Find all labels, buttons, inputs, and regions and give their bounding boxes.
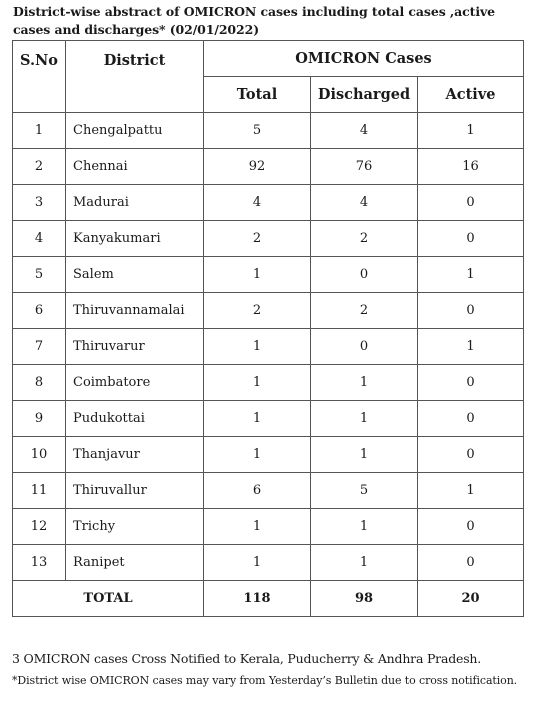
- total-discharged: 98: [311, 581, 418, 617]
- cell-total: 1: [204, 509, 311, 545]
- cell-discharged: 5: [311, 473, 418, 509]
- cell-sno: 6: [13, 293, 66, 329]
- table-row: [13, 545, 524, 581]
- omicron-cases-table: [12, 40, 524, 617]
- cell-sno: 7: [13, 329, 66, 365]
- cell-active: 0: [418, 293, 524, 329]
- cell-total: 1: [204, 257, 311, 293]
- cell-discharged: 2: [311, 293, 418, 329]
- cell-active: 0: [418, 509, 524, 545]
- cell-total: 6: [204, 473, 311, 509]
- cell-active: 0: [418, 185, 524, 221]
- cell-total: 92: [204, 149, 311, 185]
- table-row: [13, 365, 524, 401]
- table-row: [13, 257, 524, 293]
- cell-active: 1: [418, 329, 524, 365]
- header-total: Total: [204, 77, 311, 113]
- cell-total: 1: [204, 329, 311, 365]
- cell-total: 2: [204, 221, 311, 257]
- header-omicron-cases: OMICRON Cases: [204, 41, 524, 77]
- table-row: [13, 149, 524, 185]
- header-sno: S.No: [13, 41, 66, 113]
- total-row: [13, 581, 524, 617]
- cell-discharged: 1: [311, 545, 418, 581]
- cell-total: 1: [204, 401, 311, 437]
- cell-sno: 4: [13, 221, 66, 257]
- cell-discharged: 0: [311, 257, 418, 293]
- cell-active: 0: [418, 221, 524, 257]
- disclaimer-note: *District wise OMICRON cases may vary from Yesterday’s Bulletin due to cross notification.: [12, 674, 518, 687]
- cell-total: 1: [204, 437, 311, 473]
- cell-district: Thanjavur: [66, 437, 204, 473]
- cell-district: Chengalpattu: [66, 113, 204, 149]
- cell-discharged: 1: [311, 509, 418, 545]
- cell-active: 0: [418, 365, 524, 401]
- cell-sno: 10: [13, 437, 66, 473]
- document-title: District-wise abstract of OMICRON cases including total cases ,active cases and discharges* (02/01/2022): [13, 4, 495, 37]
- cell-district: Thiruvallur: [66, 473, 204, 509]
- cell-sno: 8: [13, 365, 66, 401]
- cell-sno: 13: [13, 545, 66, 581]
- cell-active: 1: [418, 473, 524, 509]
- cell-active: 1: [418, 257, 524, 293]
- cell-sno: 11: [13, 473, 66, 509]
- cell-district: Kanyakumari: [66, 221, 204, 257]
- cell-district: Trichy: [66, 509, 204, 545]
- cell-active: 1: [418, 113, 524, 149]
- cell-sno: 3: [13, 185, 66, 221]
- cell-active: 0: [418, 401, 524, 437]
- cell-total: 1: [204, 365, 311, 401]
- total-active: 20: [418, 581, 524, 617]
- cell-district: Thiruvarur: [66, 329, 204, 365]
- cell-active: 0: [418, 437, 524, 473]
- cell-district: Ranipet: [66, 545, 204, 581]
- cell-district: Thiruvannamalai: [66, 293, 204, 329]
- table-row: [13, 221, 524, 257]
- cell-total: 5: [204, 113, 311, 149]
- header-discharged: Discharged: [311, 77, 418, 113]
- total-label: TOTAL: [13, 581, 204, 617]
- cell-active: 0: [418, 545, 524, 581]
- table-row: [13, 437, 524, 473]
- cell-discharged: 1: [311, 365, 418, 401]
- cell-discharged: 76: [311, 149, 418, 185]
- table-row: [13, 293, 524, 329]
- table-row: [13, 113, 524, 149]
- cell-district: Pudukottai: [66, 401, 204, 437]
- cell-total: 4: [204, 185, 311, 221]
- cell-district: Coimbatore: [66, 365, 204, 401]
- cell-active: 16: [418, 149, 524, 185]
- cell-total: 1: [204, 545, 311, 581]
- cell-district: Salem: [66, 257, 204, 293]
- total-cases: 118: [204, 581, 311, 617]
- cell-discharged: 1: [311, 437, 418, 473]
- cell-discharged: 4: [311, 113, 418, 149]
- table-row: [13, 473, 524, 509]
- cell-district: Madurai: [66, 185, 204, 221]
- cell-sno: 9: [13, 401, 66, 437]
- cell-sno: 2: [13, 149, 66, 185]
- table-row: [13, 509, 524, 545]
- cross-notified-note: 3 OMICRON cases Cross Notified to Kerala, Puducherry & Andhra Pradesh.: [12, 651, 482, 666]
- table-row: [13, 185, 524, 221]
- cell-discharged: 1: [311, 401, 418, 437]
- cell-discharged: 2: [311, 221, 418, 257]
- cell-sno: 12: [13, 509, 66, 545]
- cell-district: Chennai: [66, 149, 204, 185]
- header-row-top: [13, 41, 524, 77]
- table-row: [13, 329, 524, 365]
- cell-sno: 1: [13, 113, 66, 149]
- cell-sno: 5: [13, 257, 66, 293]
- cell-discharged: 4: [311, 185, 418, 221]
- cell-discharged: 0: [311, 329, 418, 365]
- table-row: [13, 401, 524, 437]
- cell-total: 2: [204, 293, 311, 329]
- header-district: District: [66, 41, 204, 113]
- header-active: Active: [418, 77, 524, 113]
